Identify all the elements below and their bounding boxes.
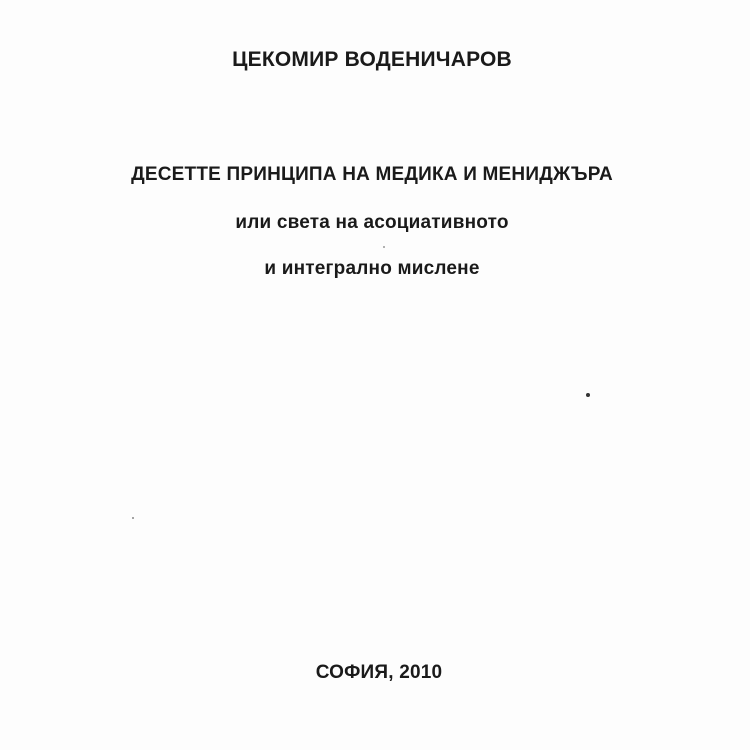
scan-speck [383,246,385,248]
book-title-line-1: ДЕСЕТТЕ ПРИНЦИПА НА МЕДИКА И МЕНИДЖЪРА [131,164,613,185]
author-name: ЦЕКОМИР ВОДЕНИЧАРОВ [232,48,512,71]
book-title-line-3: и интегрално мислене [264,258,480,279]
book-title-line-2: или света на асоциативното [235,212,509,233]
imprint-place-year: СОФИЯ, 2010 [315,662,443,683]
scan-speck [132,517,134,519]
scan-speck [586,393,590,397]
